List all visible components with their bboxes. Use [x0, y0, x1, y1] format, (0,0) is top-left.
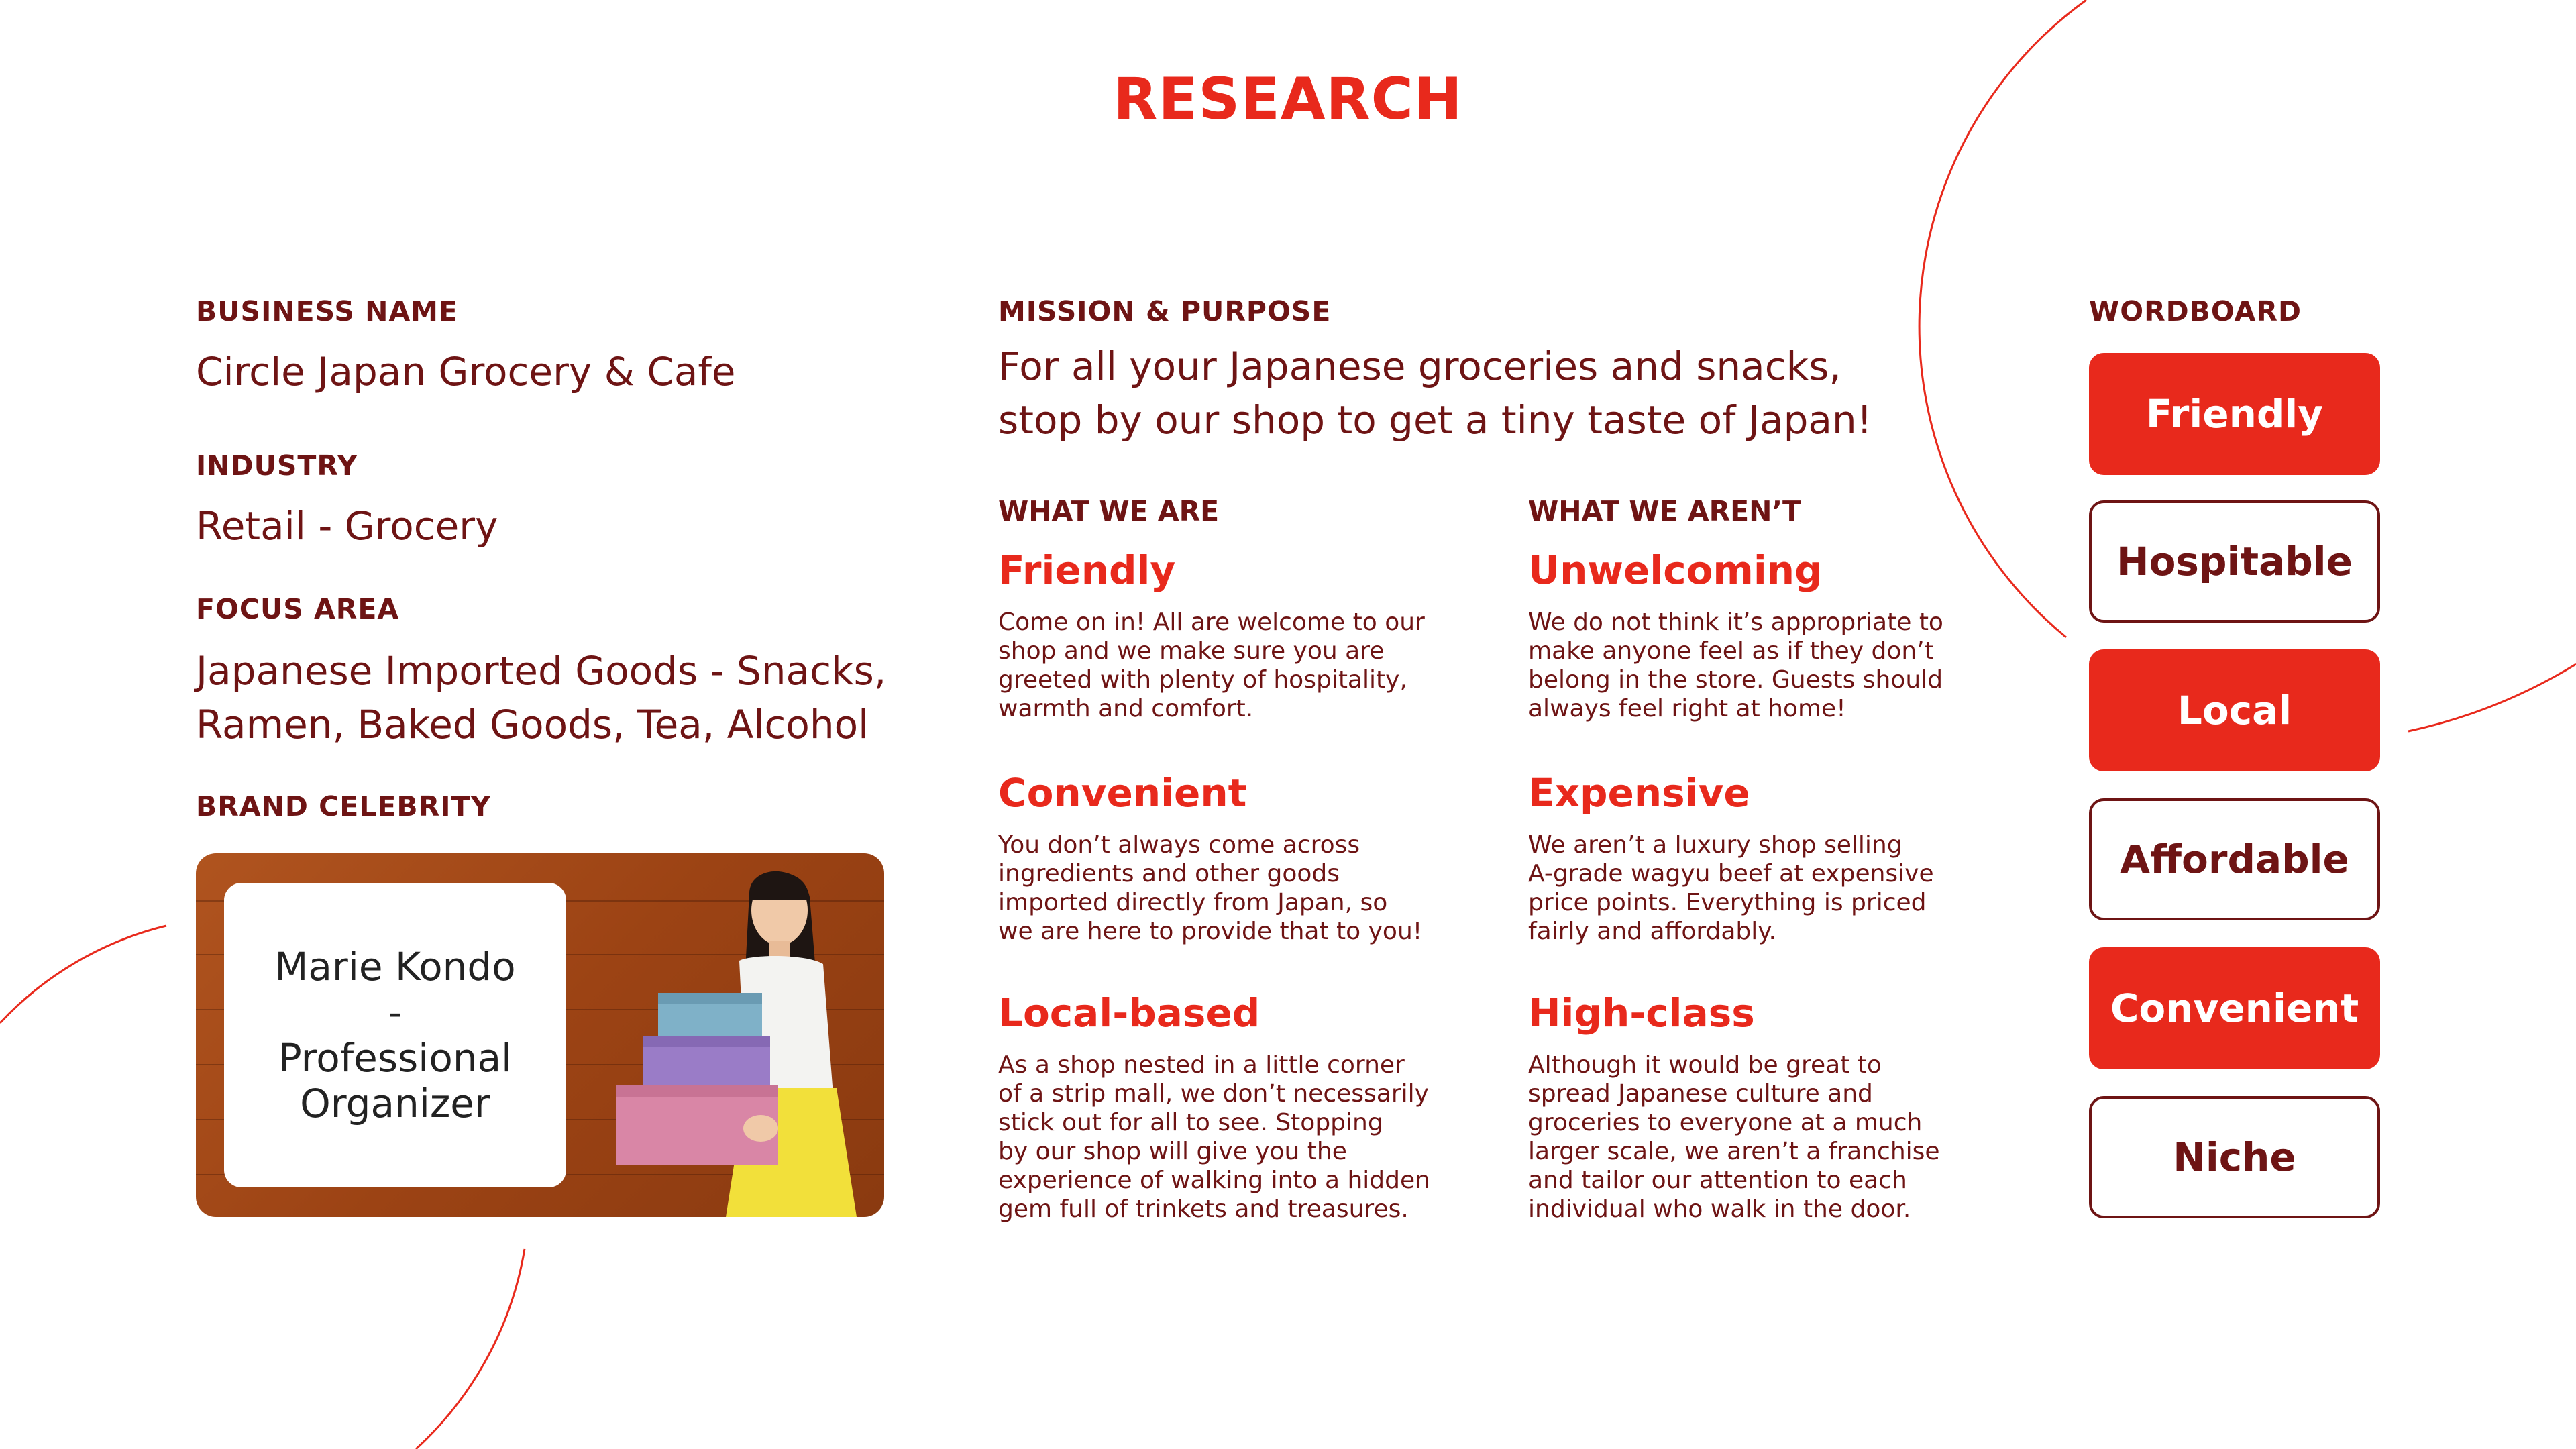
trait-title-expensive: Expensive — [1528, 770, 1750, 816]
trait-desc-unwelcoming — [1528, 608, 1943, 723]
celebrity-name-text — [234, 944, 556, 1126]
trait-title-unwelcoming: Unwelcoming — [1528, 547, 1823, 593]
trait-title-friendly: Friendly — [998, 547, 1176, 593]
what-we-are-heading: WHAT WE ARE — [998, 495, 1220, 527]
celebrity-line: Marie Kondo — [274, 944, 516, 989]
mission-label: MISSION & PURPOSE — [998, 295, 1332, 327]
desc-line: individual who walk in the door. — [1528, 1195, 1911, 1223]
industry-value: Retail - Grocery — [196, 503, 498, 549]
brand-celebrity-card — [196, 853, 884, 1217]
desc-line: larger scale, we aren’t a franchise — [1528, 1138, 1940, 1165]
focus-area-line: Japanese Imported Goods - Snacks, — [196, 648, 887, 694]
word-niche: Niche — [2089, 1096, 2380, 1218]
desc-line: warmth and comfort. — [998, 695, 1254, 722]
desc-line: fairly and affordably. — [1528, 918, 1776, 945]
desc-line: We do not think it’s appropriate to — [1528, 608, 1943, 636]
desc-line: You don’t always come across — [998, 831, 1360, 859]
desc-line: belong in the store. Guests should — [1528, 666, 1943, 694]
trait-desc-friendly — [998, 608, 1425, 723]
focus-area-label: FOCUS AREA — [196, 593, 400, 625]
desc-line: imported directly from Japan, so — [998, 889, 1388, 916]
desc-line: Come on in! All are welcome to our — [998, 608, 1425, 636]
desc-line: ingredients and other goods — [998, 860, 1340, 888]
focus-area-line: Ramen, Baked Goods, Tea, Alcohol — [196, 702, 869, 747]
desc-line: price points. Everything is priced — [1528, 889, 1927, 916]
desc-line: groceries to everyone at a much — [1528, 1109, 1923, 1136]
desc-line: of a strip mall, we don’t necessarily — [998, 1080, 1429, 1108]
celebrity-line: - — [388, 989, 402, 1035]
business-name-value: Circle Japan Grocery & Cafe — [196, 349, 736, 394]
desc-line: stick out for all to see. Stopping — [998, 1109, 1383, 1136]
celebrity-line: Organizer — [300, 1081, 490, 1126]
desc-line: We aren’t a luxury shop selling — [1528, 831, 1902, 859]
desc-line: by our shop will give you the — [998, 1138, 1347, 1165]
celebrity-name-box — [224, 883, 566, 1187]
page-title: RESEARCH — [1113, 66, 1463, 133]
left-circle-arc — [0, 926, 166, 1023]
trait-title-convenient: Convenient — [998, 770, 1247, 816]
trait-desc-local-based — [998, 1051, 1430, 1224]
desc-line: spread Japanese culture and — [1528, 1080, 1873, 1108]
desc-line: gem full of trinkets and treasures. — [998, 1195, 1409, 1223]
word-local: Local — [2089, 649, 2380, 771]
business-name-label: BUSINESS NAME — [196, 295, 458, 327]
brand-celebrity-label: BRAND CELEBRITY — [196, 790, 492, 822]
celebrity-line: Professional — [278, 1035, 513, 1081]
wordboard-label: WORDBOARD — [2089, 295, 2302, 327]
desc-line: we are here to provide that to you! — [998, 918, 1423, 945]
trait-title-high-class: High-class — [1528, 990, 1755, 1036]
desc-line: always feel right at home! — [1528, 695, 1846, 722]
trait-desc-expensive — [1528, 830, 1934, 946]
bottom-left-circle-arc — [416, 1249, 525, 1449]
desc-line: greeted with plenty of hospitality, — [998, 666, 1407, 694]
word-affordable: Affordable — [2089, 798, 2380, 920]
desc-line: experience of walking into a hidden — [998, 1167, 1430, 1194]
right-circle-arc — [2408, 664, 2576, 731]
desc-line: and tailor our attention to each — [1528, 1167, 1907, 1194]
mission-line: For all your Japanese groceries and snacks, — [998, 343, 1841, 389]
word-convenient: Convenient — [2089, 947, 2380, 1069]
desc-line: make anyone feel as if they don’t — [1528, 637, 1934, 665]
desc-line: Although it would be great to — [1528, 1051, 1882, 1079]
desc-line: As a shop nested in a little corner — [998, 1051, 1405, 1079]
trait-desc-high-class — [1528, 1051, 1940, 1224]
word-friendly: Friendly — [2089, 353, 2380, 475]
trait-title-local-based: Local-based — [998, 990, 1260, 1036]
mission-line: stop by our shop to get a tiny taste of Japan! — [998, 397, 1872, 443]
mission-statement — [998, 339, 1872, 447]
word-hospitable: Hospitable — [2089, 500, 2380, 623]
what-we-arent-heading: WHAT WE AREN’T — [1528, 495, 1801, 527]
industry-label: INDUSTRY — [196, 449, 358, 482]
focus-area-value — [196, 644, 886, 751]
trait-desc-convenient — [998, 830, 1422, 946]
desc-line: shop and we make sure you are — [998, 637, 1385, 665]
desc-line: A-grade wagyu beef at expensive — [1528, 860, 1934, 888]
